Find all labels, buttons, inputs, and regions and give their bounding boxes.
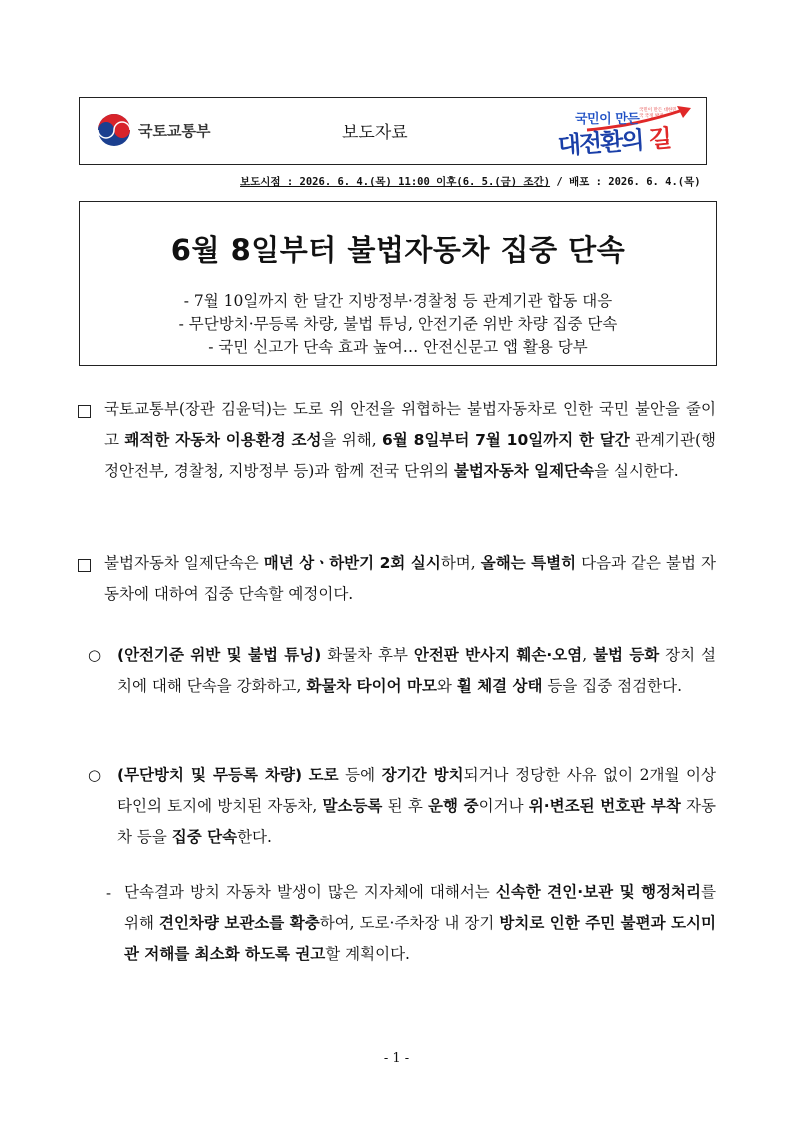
title-box [79,201,717,366]
subtitle-item: - 7월 10일까지 한 달간 지방정부·경찰청 등 관계기관 합동 대응 [183,292,613,310]
paragraph-1 [104,394,716,487]
text: 자동차 등을 [117,797,716,846]
text: 등을 집중 점검한다. [542,677,682,695]
slogan-top: 국민이 만든 [575,112,640,127]
bold-text: 쾌적한 자동차 이용환경 조성 [124,431,322,449]
paragraph-5 [124,877,716,970]
release-separator: / [550,176,570,188]
text: 되거나 정당한 사유 없이 2개월 이상 타인의 토지에 방치된 자동차, [117,766,716,815]
doc-type: 보도자료 [342,123,408,143]
subtitle-item: - 국민 신고가 단속 효과 높여… 안전신문고 앱 활용 당부 [208,338,588,356]
text: 할 계획이다. [325,945,410,963]
bold-text: 도로 [308,766,339,784]
bold-text: 휠 체결 상태 [456,677,543,695]
text: 와 [436,677,457,695]
bold-text: 말소등록 [322,797,383,815]
bold-text: 매년 상ㆍ하반기 2회 실시 [263,554,441,572]
text: 을 위해, [321,431,383,449]
text: 장치 설치에 대해 단속을 강화하고, [117,646,716,695]
text: 를 위해 [124,883,716,932]
text: 단속결과 방치 자동차 발생이 많은 지자체에 대해서는 [124,883,496,901]
embargo-time: 보도시점 : 2026. 6. 4.(목) 11:00 이후(6. 5.(금) 조간) [240,176,551,188]
release-info [240,174,710,189]
bold-text: 안전판 반사지 훼손·오염 [413,646,583,664]
circle-bullet: ○ [88,766,102,784]
distribution-date: 배포 : 2026. 6. 4.(목) [569,176,701,188]
text: 등에 [338,766,382,784]
dash-bullet: - [106,884,112,902]
bold-text: 화물차 타이어 마모 [306,677,437,695]
text: 을 실시한다. [594,462,679,480]
slogan-main-2: 의 [620,125,650,156]
slogan-small: 국민이 만든 대한민국 국정 발전 [639,108,677,119]
bold-text: 신속한 견인·보관 및 행정처리 [495,883,702,901]
bold-text: 올해는 특별히 [480,554,577,572]
bold-text: 집중 단속 [171,828,238,846]
subtitle-list [80,290,716,359]
checkbox-bullet-icon [78,405,91,418]
paragraph-2 [104,548,716,610]
slogan-main-3: 길 [647,124,671,154]
header-box [79,97,707,165]
checkbox-bullet-icon [78,559,91,572]
text: 하며, [440,554,481,572]
text: 국토교통부(장관 김윤덕)는 도로 위 안전을 위협하는 불법자동차로 인한 국민 불안을 줄이고 [104,400,716,449]
bold-text: 장기간 방치 [381,766,464,784]
bold-text: 방치로 인한 주민 불편과 도시미관 저해를 최소화 하도록 권고 [124,914,716,963]
bold-text: 불법자동차 일제단속 [453,462,595,480]
bold-text: 6월 8일부터 7월 10일까지 한 달간 [382,431,630,449]
slogan-main-1: 대전환 [556,127,623,161]
text: 불법자동차 일제단속은 [104,554,264,572]
text: 화물차 후부 [321,646,414,664]
text: , [582,646,594,664]
bold-text: 견인차량 보관소를 확충 [158,914,320,932]
page-title: 6월 8일부터 불법자동차 집중 단속 [170,233,626,267]
text: 된 후 [382,797,429,815]
text: 다음과 같은 불법 자동차에 대하여 집중 단속할 예정이다. [104,554,716,603]
bold-text: (무단방치 및 무등록 차량) [117,766,303,784]
text: 이거나 [478,797,529,815]
circle-bullet: ○ [88,646,102,664]
text: 하여, 도로·주차장 내 장기 [319,914,500,932]
bold-text: 위·변조된 번호판 부착 [528,797,681,815]
bold-text: 불법 등화 [593,646,660,664]
subtitle-item: - 무단방치·무등록 차량, 불법 튜닝, 안전기준 위반 차량 집중 단속 [178,315,618,333]
text: 한다. [237,828,272,846]
page-number: - 1 - [383,1051,410,1066]
taegeuk-logo-icon [96,112,132,148]
text: 관계기관(행정안전부, 경찰청, 지방정부 등)과 함께 전국 단위의 [104,431,716,480]
paragraph-3 [117,640,716,702]
slogan-logo [545,102,695,162]
org-name: 국토교통부 [138,122,211,140]
bold-text: 운행 중 [428,797,479,815]
bold-text: (안전기준 위반 및 불법 튜닝) [117,646,322,664]
paragraph-4 [117,760,716,853]
slogan-main [557,118,671,161]
text [302,766,309,784]
